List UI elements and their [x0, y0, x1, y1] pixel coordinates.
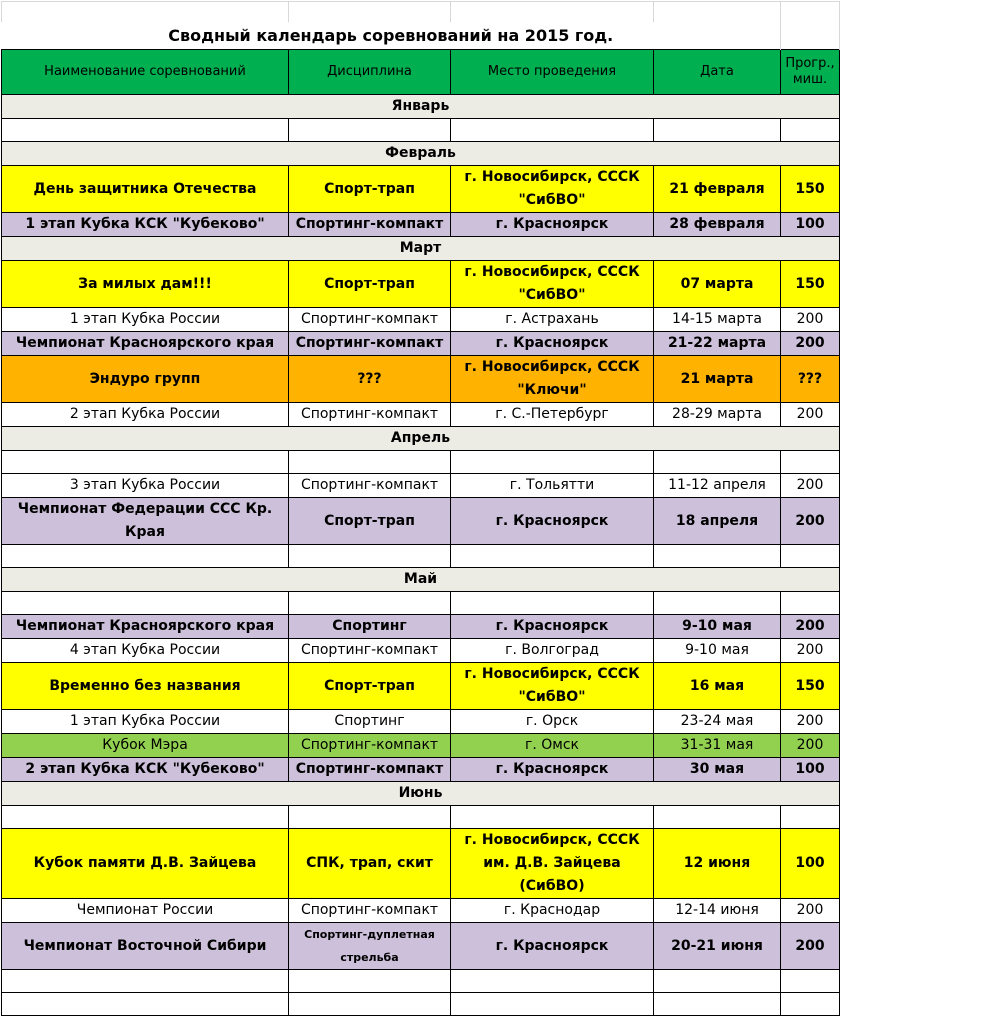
event-discipline: Спортинг-компакт	[289, 734, 451, 758]
month-row	[2, 427, 840, 451]
event-date: 21-22 марта	[654, 332, 781, 356]
event-name: 2 этап Кубка России	[2, 403, 289, 427]
event-discipline: Спортинг-компакт	[289, 474, 451, 498]
empty-cell	[451, 970, 654, 993]
event-date: 07 марта	[654, 261, 781, 308]
event-date: 28-29 марта	[654, 403, 781, 427]
event-place: г. Астрахань	[451, 308, 654, 332]
empty-cell	[781, 970, 840, 993]
event-targets: ???	[781, 356, 840, 403]
event-name: Временно без названия	[2, 663, 289, 710]
empty-cell	[289, 119, 451, 142]
event-place: г. С.-Петербург	[451, 403, 654, 427]
blank-row	[2, 592, 840, 615]
event-row	[2, 899, 840, 923]
event-row	[2, 261, 840, 308]
month-row	[2, 568, 840, 592]
empty-cell	[654, 993, 781, 1016]
event-row	[2, 923, 840, 970]
event-name: 1 этап Кубка России	[2, 710, 289, 734]
empty-cell	[289, 451, 451, 474]
month-label: Январь	[2, 95, 840, 119]
event-name: 1 этап Кубка России	[2, 308, 289, 332]
month-row	[2, 142, 840, 166]
month-label: Март	[2, 237, 840, 261]
title-row	[2, 22, 840, 50]
event-date: 9-10 мая	[654, 615, 781, 639]
blank-row	[2, 806, 840, 829]
month-row	[2, 95, 840, 119]
empty-cell	[781, 451, 840, 474]
empty-cell	[654, 592, 781, 615]
empty-cell	[289, 592, 451, 615]
event-name: Чемпионат Красноярского края	[2, 332, 289, 356]
event-name: Эндуро групп	[2, 356, 289, 403]
event-discipline: Спортинг-компакт	[289, 899, 451, 923]
page-title: Сводный календарь соревнований на 2015 год.	[168, 25, 614, 45]
event-discipline: ???	[289, 356, 451, 403]
event-name: Чемпионат России	[2, 899, 289, 923]
event-discipline: СПК, трап, скит	[289, 829, 451, 899]
column-header-name: Наименование соревнований	[2, 50, 289, 95]
event-targets: 150	[781, 166, 840, 213]
empty-cell	[781, 545, 840, 568]
empty-cell	[451, 993, 654, 1016]
event-name: 2 этап Кубка КСК "Кубеково"	[2, 758, 289, 782]
empty-cell	[289, 806, 451, 829]
event-targets: 200	[781, 332, 840, 356]
event-place: г. Новосибирск, СССК "Ключи"	[451, 356, 654, 403]
event-row	[2, 829, 840, 899]
event-targets: 200	[781, 734, 840, 758]
empty-cell	[781, 993, 840, 1016]
table-body	[2, 2, 840, 1016]
empty-cell	[781, 806, 840, 829]
event-name: День защитника Отечества	[2, 166, 289, 213]
event-discipline: Спортинг-дуплетная стрельба	[289, 923, 451, 970]
empty-cell	[2, 451, 289, 474]
empty-cell	[2, 970, 289, 993]
event-name: Чемпионат Восточной Сибири	[2, 923, 289, 970]
empty-cell	[2, 806, 289, 829]
event-date: 20-21 июня	[654, 923, 781, 970]
event-date: 23-24 мая	[654, 710, 781, 734]
event-date: 21 февраля	[654, 166, 781, 213]
month-label: Июнь	[2, 782, 840, 806]
event-row	[2, 356, 840, 403]
event-name: Кубок Мэра	[2, 734, 289, 758]
event-discipline: Спортинг	[289, 615, 451, 639]
competition-calendar-table	[1, 1, 840, 1016]
event-discipline: Спортинг-компакт	[289, 758, 451, 782]
empty-cell	[289, 545, 451, 568]
event-discipline: Спортинг-компакт	[289, 403, 451, 427]
event-name: 1 этап Кубка КСК "Кубеково"	[2, 213, 289, 237]
event-discipline: Спортинг-компакт	[289, 332, 451, 356]
event-date: 31-31 мая	[654, 734, 781, 758]
event-discipline: Спорт-трап	[289, 261, 451, 308]
empty-cell	[2, 993, 289, 1016]
header-row	[2, 50, 840, 95]
event-name: За милых дам!!!	[2, 261, 289, 308]
event-targets: 200	[781, 923, 840, 970]
event-date: 16 мая	[654, 663, 781, 710]
event-place: г. Новосибирск, СССК "СибВО"	[451, 166, 654, 213]
event-place: г. Красноярск	[451, 615, 654, 639]
spacer-row	[2, 2, 840, 22]
event-targets: 100	[781, 829, 840, 899]
event-name: Чемпионат Федерации ССС Кр. Края	[2, 498, 289, 545]
event-row	[2, 663, 840, 710]
empty-cell	[451, 451, 654, 474]
event-targets: 200	[781, 474, 840, 498]
event-place: г. Красноярск	[451, 758, 654, 782]
event-row	[2, 403, 840, 427]
event-targets: 100	[781, 213, 840, 237]
event-discipline: Спорт-трап	[289, 663, 451, 710]
event-targets: 200	[781, 899, 840, 923]
event-date: 9-10 мая	[654, 639, 781, 663]
event-date: 21 марта	[654, 356, 781, 403]
event-targets: 200	[781, 498, 840, 545]
event-place: г. Волгоград	[451, 639, 654, 663]
blank-row	[2, 970, 840, 993]
blank-row	[2, 119, 840, 142]
month-row	[2, 782, 840, 806]
blank-row	[2, 993, 840, 1016]
event-row	[2, 639, 840, 663]
event-place: г. Красноярск	[451, 213, 654, 237]
event-date: 14-15 марта	[654, 308, 781, 332]
event-targets: 200	[781, 615, 840, 639]
empty-cell	[2, 545, 289, 568]
event-name: Чемпионат Красноярского края	[2, 615, 289, 639]
event-place: г. Краснодар	[451, 899, 654, 923]
empty-cell	[781, 592, 840, 615]
empty-cell	[451, 119, 654, 142]
event-row	[2, 498, 840, 545]
event-name: 3 этап Кубка России	[2, 474, 289, 498]
empty-cell	[781, 119, 840, 142]
event-place: г. Новосибирск, СССК им. Д.В. Зайцева (СибВО)	[451, 829, 654, 899]
event-row	[2, 166, 840, 213]
event-discipline: Спортинг-компакт	[289, 639, 451, 663]
event-row	[2, 332, 840, 356]
column-header-date: Дата	[654, 50, 781, 95]
event-targets: 200	[781, 710, 840, 734]
event-name: Кубок памяти Д.В. Зайцева	[2, 829, 289, 899]
column-header-discipline: Дисциплина	[289, 50, 451, 95]
empty-cell	[289, 993, 451, 1016]
event-discipline: Спортинг-компакт	[289, 308, 451, 332]
empty-cell	[654, 451, 781, 474]
event-place: г. Омск	[451, 734, 654, 758]
event-row	[2, 308, 840, 332]
event-place: г. Новосибирск, СССК "СибВО"	[451, 663, 654, 710]
event-name: 4 этап Кубка России	[2, 639, 289, 663]
event-date: 30 мая	[654, 758, 781, 782]
event-row	[2, 213, 840, 237]
empty-cell	[2, 592, 289, 615]
blank-row	[2, 451, 840, 474]
event-targets: 150	[781, 261, 840, 308]
empty-cell	[451, 806, 654, 829]
month-label: Апрель	[2, 427, 840, 451]
event-date: 18 апреля	[654, 498, 781, 545]
event-date: 28 февраля	[654, 213, 781, 237]
event-row	[2, 615, 840, 639]
event-targets: 200	[781, 403, 840, 427]
empty-cell	[654, 545, 781, 568]
event-row	[2, 758, 840, 782]
empty-cell	[654, 806, 781, 829]
event-discipline: Спортинг-компакт	[289, 213, 451, 237]
column-header-targets: Прогр., миш.	[781, 50, 840, 95]
event-targets: 200	[781, 308, 840, 332]
event-place: г. Красноярск	[451, 498, 654, 545]
event-discipline: Спорт-трап	[289, 498, 451, 545]
month-label: Май	[2, 568, 840, 592]
event-place: г. Красноярск	[451, 332, 654, 356]
event-date: 12 июня	[654, 829, 781, 899]
event-place: г. Тольятти	[451, 474, 654, 498]
empty-cell	[2, 119, 289, 142]
empty-cell	[289, 970, 451, 993]
empty-cell	[451, 592, 654, 615]
event-row	[2, 710, 840, 734]
column-header-place: Место проведения	[451, 50, 654, 95]
event-targets: 200	[781, 639, 840, 663]
month-row	[2, 237, 840, 261]
blank-row	[2, 545, 840, 568]
month-label: Февраль	[2, 142, 840, 166]
event-date: 11-12 апреля	[654, 474, 781, 498]
event-discipline: Спортинг	[289, 710, 451, 734]
event-place: г. Новосибирск, СССК "СибВО"	[451, 261, 654, 308]
event-place: г. Красноярск	[451, 923, 654, 970]
event-row	[2, 474, 840, 498]
event-row	[2, 734, 840, 758]
empty-cell	[654, 970, 781, 993]
empty-cell	[654, 119, 781, 142]
event-targets: 100	[781, 758, 840, 782]
event-discipline: Спорт-трап	[289, 166, 451, 213]
event-date: 12-14 июня	[654, 899, 781, 923]
event-place: г. Орск	[451, 710, 654, 734]
empty-cell	[451, 545, 654, 568]
event-targets: 150	[781, 663, 840, 710]
